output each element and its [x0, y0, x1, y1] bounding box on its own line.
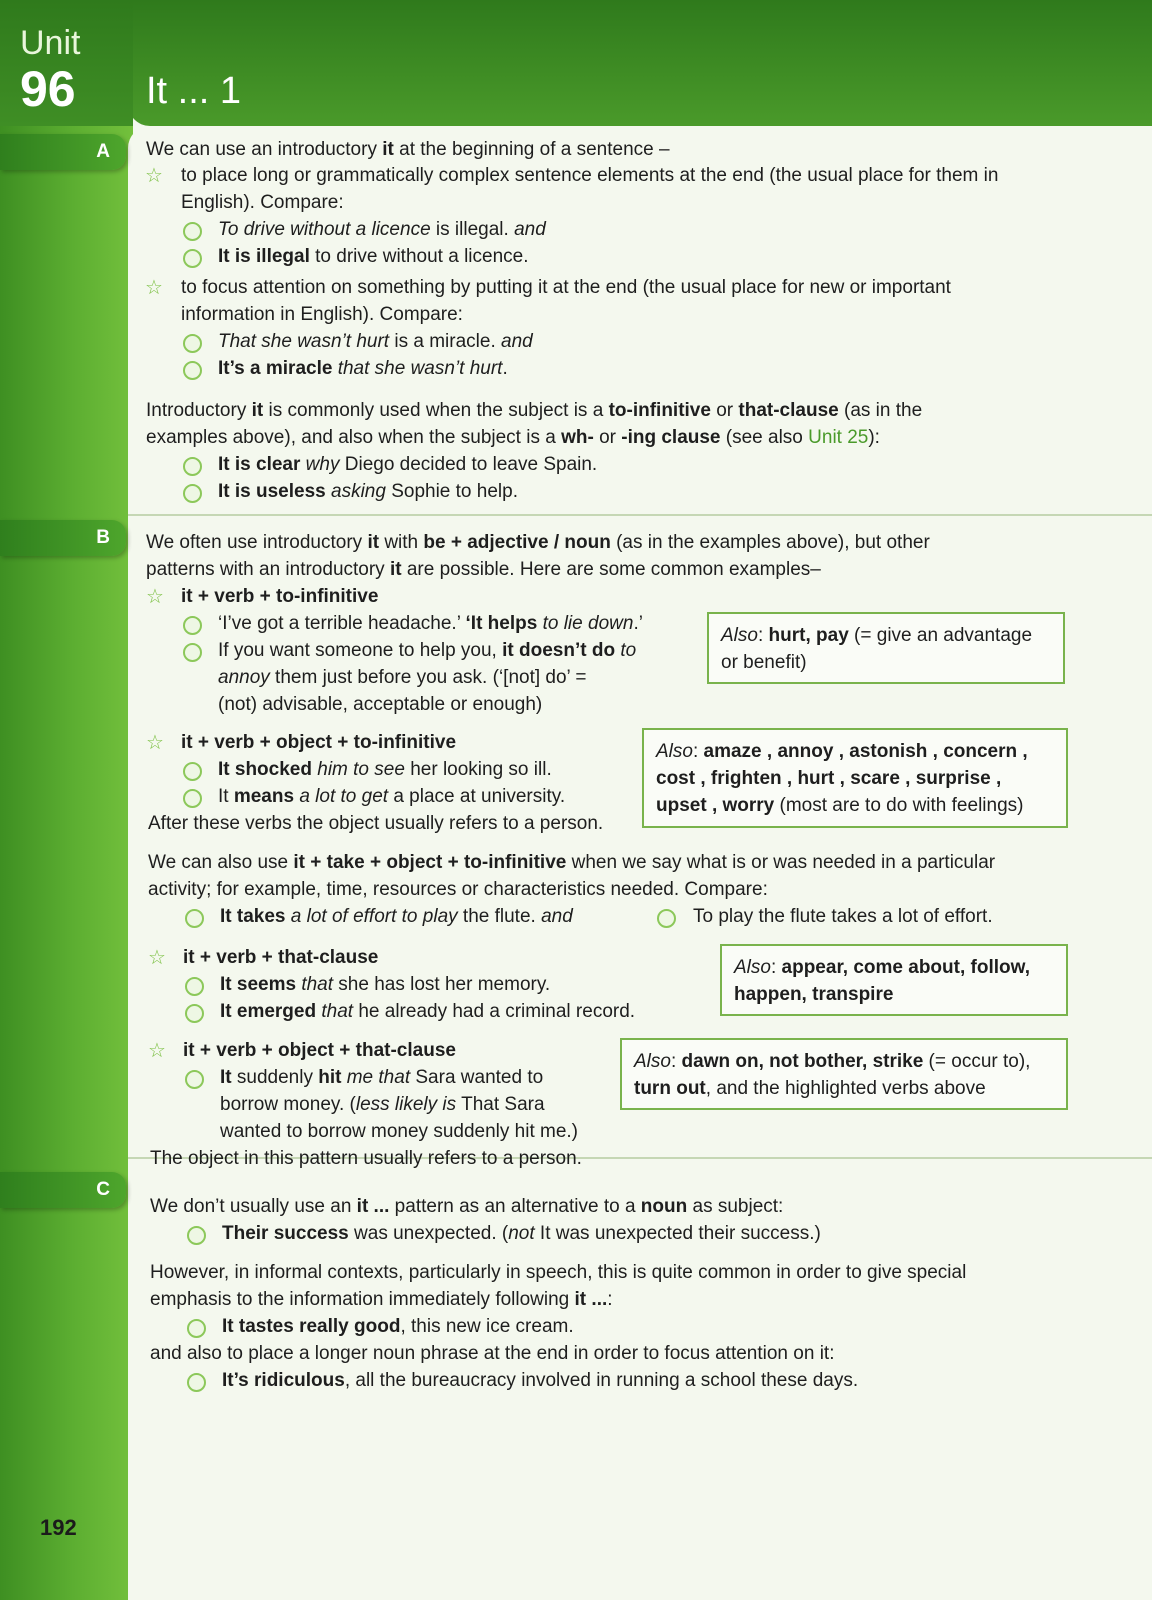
bullet-circle-icon: [657, 909, 676, 928]
bullet-circle-icon: [183, 762, 202, 781]
bullet-circle-icon: [185, 977, 204, 996]
example-line: It emerged that he already had a criminal record.: [220, 1001, 636, 1022]
example-line: It’s ridiculous, all the bureaucracy involved in running a school these days.: [222, 1370, 859, 1391]
example-line: (not) advisable, acceptable or enough): [218, 694, 543, 715]
section-a-point1-line2: English). Compare:: [181, 192, 344, 213]
example-line: Their success was unexpected. (not It was unexpected their success.): [222, 1223, 821, 1244]
star-icon: ☆: [146, 586, 164, 608]
example-line: To play the flute takes a lot of effort.: [693, 906, 993, 927]
also-box: [642, 728, 1068, 828]
page-number: 192: [40, 1515, 77, 1540]
example-line: It suddenly hit me that Sara wanted to: [220, 1067, 544, 1088]
section-c-line2: However, in informal contexts, particularly in speech, this is quite common in order to give special: [150, 1262, 967, 1283]
section-label: B: [96, 527, 110, 548]
also-box: [620, 1038, 1068, 1110]
section-tab-c: [0, 1172, 126, 1208]
section-a-point2-line2: information in English). Compare:: [181, 304, 463, 325]
unit-word: Unit: [20, 24, 81, 62]
section-c-line4: and also to place a longer noun phrase at the end in order to focus attention on it:: [150, 1343, 835, 1364]
example-line: annoy them just before you ask. (‘[not] do’ =: [218, 667, 587, 688]
example-line: It’s a miracle that she wasn’t hurt.: [218, 358, 508, 379]
also-box-line: happen, transpire: [734, 984, 894, 1005]
example-line: It is clear why Diego decided to leave Spain.: [218, 454, 598, 475]
sidebar: [0, 0, 133, 1600]
also-box-line: cost , frighten , hurt , scare , surprise ,: [656, 768, 1002, 789]
also-box-line: Also: amaze , annoy , astonish , concern ,: [656, 741, 1028, 762]
unit-number: 96: [20, 61, 76, 117]
bullet-circle-icon: [187, 1373, 206, 1392]
section-label: A: [96, 141, 110, 162]
bullet-circle-icon: [183, 222, 202, 241]
section-separator: [128, 514, 1152, 516]
pattern-heading: it + verb + object + to-infinitive: [181, 732, 457, 753]
example-line: ‘I’ve got a terrible headache.’ ‘It helps to lie down.’: [218, 613, 643, 634]
example-line: It means a lot to get a place at university.: [218, 786, 566, 807]
bullet-circle-icon: [187, 1319, 206, 1338]
bullet-circle-icon: [183, 249, 202, 268]
section-b-intro-line2: patterns with an introductory it are possible. Here are some common examples–: [146, 559, 821, 580]
section-c-line1: We don’t usually use an it ... pattern as an alternative to a noun as subject:: [150, 1196, 784, 1217]
section-a-point1-line1: to place long or grammatically complex sentence elements at the end (the usual place for them in: [181, 165, 999, 186]
star-icon: ☆: [145, 277, 163, 299]
section-a-note-line1: Introductory it is commonly used when the subject is a to-infinitive or that-clause (as in the: [146, 400, 923, 421]
also-box-line: turn out, and the highlighted verbs above: [634, 1078, 986, 1099]
pattern-heading: it + verb + to-infinitive: [181, 586, 379, 607]
also-box: [720, 944, 1068, 1016]
section-a-point2-line1: to focus attention on something by putting it at the end (the usual place for new or important: [181, 277, 951, 298]
header-bar: [128, 0, 1152, 126]
also-box-line: Also: hurt, pay (= give an advantage: [721, 625, 1033, 646]
also-box-line: or benefit): [721, 652, 807, 673]
example-line: To drive without a licence is illegal. and: [218, 219, 546, 240]
also-box: [707, 612, 1065, 684]
pattern-heading: it + verb + object + that-clause: [183, 1040, 456, 1061]
star-icon: ☆: [148, 1040, 166, 1062]
bullet-circle-icon: [185, 909, 204, 928]
bullet-circle-icon: [185, 1070, 204, 1089]
also-box-line: Also: dawn on, not bother, strike (= occur to),: [634, 1051, 1031, 1072]
section-b-intro-line1: We often use introductory it with be + adjective / noun (as in the examples above), but other: [146, 532, 930, 553]
section-a-note-line2: examples above), and also when the subject is a wh- or -ing clause (see also Unit 25):: [146, 427, 880, 448]
star-icon: ☆: [148, 947, 166, 969]
example-line: It seems that she has lost her memory.: [220, 974, 551, 995]
example-line: That she wasn’t hurt is a miracle. and: [218, 331, 533, 352]
bullet-circle-icon: [183, 616, 202, 635]
section-tab-b: [0, 520, 126, 556]
bullet-circle-icon: [183, 643, 202, 662]
bullet-circle-icon: [183, 361, 202, 380]
unit-box: [0, 0, 133, 126]
pattern-heading: it + verb + that-clause: [183, 947, 379, 968]
pattern-note: After these verbs the object usually refers to a person.: [148, 813, 604, 834]
take-pattern-line2: activity; for example, time, resources or characteristics needed. Compare:: [148, 879, 768, 900]
also-box-line: Also: appear, come about, follow,: [734, 957, 1030, 978]
bullet-circle-icon: [187, 1226, 206, 1245]
example-line: borrow money. (less likely is That Sara: [220, 1094, 545, 1115]
bullet-circle-icon: [185, 1004, 204, 1023]
example-line: It is useless asking Sophie to help.: [218, 481, 518, 502]
example-line: wanted to borrow money suddenly hit me.): [220, 1121, 579, 1142]
also-box-line: upset , worry (most are to do with feelings): [656, 795, 1024, 816]
bullet-circle-icon: [183, 334, 202, 353]
example-line: It takes a lot of effort to play the flute. and: [220, 906, 573, 927]
section-label: C: [96, 1179, 110, 1200]
bullet-circle-icon: [183, 484, 202, 503]
take-pattern-line1: We can also use it + take + object + to-infinitive when we say what is or was needed in a particular: [148, 852, 996, 873]
example-line: It shocked him to see her looking so ill.: [218, 759, 552, 780]
section-a-intro: We can use an introductory it at the beginning of a sentence –: [146, 139, 670, 160]
star-icon: ☆: [146, 732, 164, 754]
pattern-note: The object in this pattern usually refers to a person.: [150, 1148, 582, 1169]
bullet-circle-icon: [183, 457, 202, 476]
star-icon: ☆: [145, 165, 163, 187]
section-c-line3: emphasis to the information immediately following it ...:: [150, 1289, 613, 1310]
example-line: It tastes really good, this new ice cream.: [222, 1316, 574, 1337]
section-tab-a: [0, 134, 126, 170]
unit-title: It ... 1: [146, 70, 242, 112]
bullet-circle-icon: [183, 789, 202, 808]
unit-25-link[interactable]: Unit 25: [808, 427, 869, 448]
example-line: It is illegal to drive without a licence.: [218, 246, 529, 267]
example-line: If you want someone to help you, it doesn’t do to: [218, 640, 637, 661]
